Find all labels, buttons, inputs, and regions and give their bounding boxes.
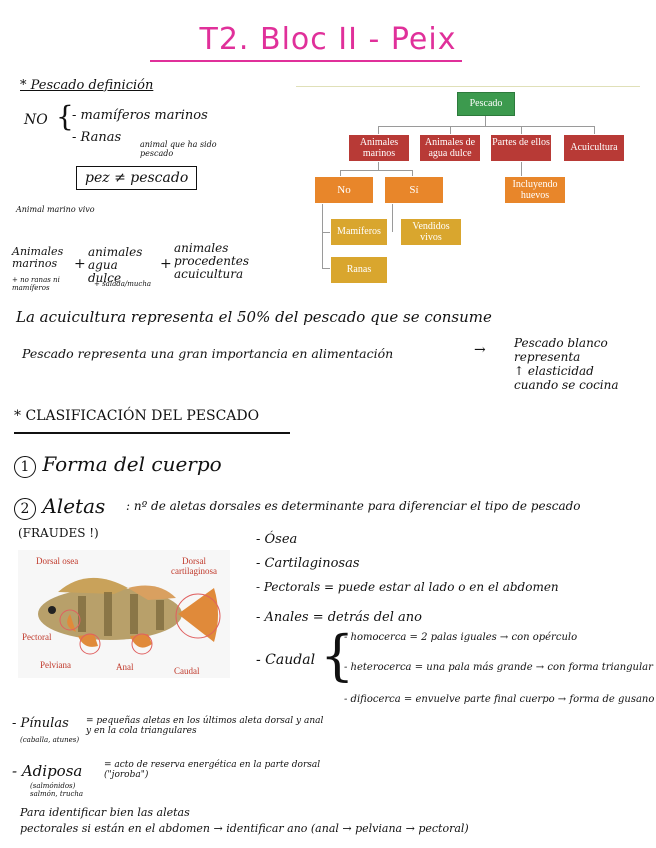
node-no: No [314,176,374,204]
node-pescado: Pescado [457,92,515,116]
page-title: T2. Bloc II - Peix [199,22,457,57]
conn-l1-b [450,126,451,134]
final-note-line-2: pectorales si están en el abdomen → identificar ano (anal → pelviana → pectoral) [20,822,469,835]
aleta-osea: - Ósea [256,532,298,547]
number-1-badge: 1 [14,456,36,478]
pescado-blanco-note [514,336,619,392]
title-underline [150,60,462,62]
forma-label: Forma del cuerpo [42,452,222,476]
aleta-caudal: - Caudal [256,652,316,668]
definition-heading: * Pescado definición [20,78,154,93]
label-dorsal-cartilaginosa: Dorsal cartilaginosa [171,556,217,576]
fraudes-note: (FRAUDES !) [18,526,99,540]
formula-c: animales procedentes acuicultura [174,241,250,281]
conn-level1-bar [378,126,594,127]
aleta-pectoral: - Pectorals = puede estar al lado o en el abdomen [256,580,559,594]
aletas-label: Aletas [42,494,106,518]
exclusion-item-1: - mamíferos marinos [72,108,208,123]
label-anal: Anal [116,662,134,672]
importancia-note: Pescado representa una gran importancia en alimentación [22,346,394,361]
final-note-line-1: Para identificar bien las aletas [20,806,190,819]
label-caudal: Caudal [174,666,200,676]
number-2-badge: 2 [14,498,36,520]
node-mamiferos: Mamíferos [330,218,388,246]
caudal-brace: { [320,624,355,687]
caudal-homocerca: - homocerca = 2 palas iguales → con opérculo [344,632,578,643]
node-incluyendo: Incluyendo huevos [504,176,566,204]
conn-l1-c [521,126,522,134]
adiposa-desc: = acto de reserva energética en la parte dorsal ("joroba") [104,760,321,780]
clasificacion-heading: * CLASIFICACIÓN DEL PESCADO [14,408,260,424]
pinulas-sub: (caballa, atunes) [20,736,80,744]
conn-partes [521,162,522,176]
pinulas-desc: = pequeñas aletas en los últimos aleta dorsal y anal y en la cola triangulares [86,716,324,736]
blanco-line-1: Pescado blanco [514,336,608,350]
pez-pescado-box: pez ≠ pescado [76,166,197,190]
fish-stripe [104,592,112,636]
conn-root [485,116,486,126]
label-pelviana: Pelviana [40,660,71,670]
formula-b-sub: + salada/mucha [94,280,152,288]
pescado-annotation: animal que ha sido pescado [140,140,217,158]
diagram-top-line [296,86,640,87]
conn-l1-d [594,126,595,134]
blanco-line-3: ↑ elasticidad [514,364,594,378]
conn-level2-bar [340,170,412,171]
adiposa-label: - Adiposa [12,762,83,780]
clasificacion-underline [14,432,290,434]
caudal-heterocerca: - heterocerca = una pala más grande → con forma triangular [344,662,653,673]
node-partes: Partes de ellos [490,134,552,162]
fish-stripe [156,600,164,630]
fin-caudal [178,588,218,642]
aleta-cartilaginosa: - Cartilaginosas [256,556,360,571]
animal-vivo-note: Animal marino vivo [16,205,95,214]
formula-plus-1: + [74,256,86,272]
blanco-line-4: cuando se cocina [514,378,619,392]
conn-si-children [392,204,393,232]
formula-b: animales agua dulce [88,245,143,285]
exclusion-item-2: - Ranas [72,130,122,145]
conn-mamiferos [322,232,330,233]
node-acuicultura: Acuicultura [563,134,625,162]
conn-ranas [322,268,330,269]
pinulas-label: - Pínulas [12,716,69,731]
no-label: NO [24,112,48,128]
conn-l1-a [378,126,379,134]
node-ranas: Ranas [330,256,388,284]
forma-heading [14,452,222,478]
formula-a: Animales marinos [12,245,64,270]
adiposa-sub: (salmónidos) salmón, trucha [30,782,84,798]
conn-no-children [322,204,323,268]
node-animales-marinos: Animales marinos [348,134,410,162]
label-pectoral: Pectoral [22,632,52,642]
node-agua-dulce: Animales de agua dulce [419,134,481,162]
blanco-line-2: representa [514,350,581,364]
formula-a-sub: + no ranas ni mamíferos [12,276,60,292]
acuicultura-note: La acuicultura representa el 50% del pescado que se consume [16,308,492,326]
node-vendidos-vivos: Vendidos vivos [400,218,462,246]
formula-plus-2: + [160,256,172,272]
aletas-description: : nº de aletas dorsales es determinante para diferenciar el tipo de pescado [126,499,581,513]
brace: { [56,100,74,133]
label-dorsal-osea: Dorsal osea [36,556,79,566]
fin-dorsal-osea [58,578,128,594]
node-si: Sí [384,176,444,204]
conn-am [378,162,379,170]
fish-stripe [78,596,86,632]
aleta-anal: - Anales = detrás del ano [256,610,422,625]
importancia-arrow: → [474,342,486,358]
aletas-heading [14,494,105,520]
fish-eye [48,606,56,614]
caudal-difiocerca: - difiocerca = envuelve parte final cuerpo → forma de gusano [344,694,655,705]
fish-figure [18,550,230,678]
fish-stripe [130,594,138,634]
